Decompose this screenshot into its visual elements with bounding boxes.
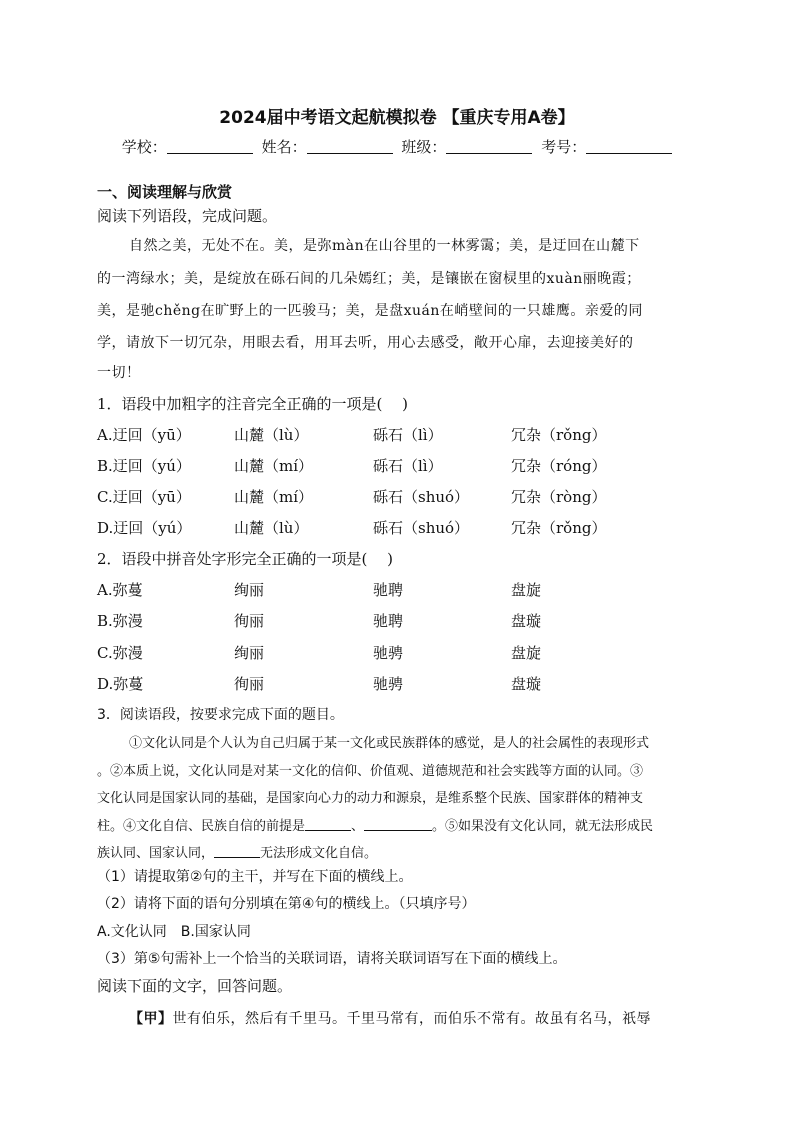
exam-number-label: 考号： xyxy=(541,138,587,156)
q1-option-item: 山麓（lù） xyxy=(234,426,309,444)
q3-passage-line: 文化认同是国家认同的基础，是国家向心力的动力和源泉，是维系整个民族、国家群体的精神支 xyxy=(97,791,644,806)
q1-option-item: 砾石（lì） xyxy=(373,457,443,475)
q3-passage-line xyxy=(97,815,653,834)
q2-option-item: 盘旋 xyxy=(511,581,542,599)
name-label: 姓名： xyxy=(261,138,307,156)
q3-subquestion: （2）请将下面的语句分别填在第④句的横线上。（只填序号） xyxy=(97,896,476,912)
section-heading: 一、阅读理解与欣赏 xyxy=(97,183,233,201)
q1-option-label[interactable]: C.迂回（yū） xyxy=(97,488,191,506)
q1-option-item: 山麓（lù） xyxy=(234,519,309,537)
q2-option-label[interactable]: A.弥蔓 xyxy=(97,581,143,599)
passage-line: 美，是驰chěng在旷野上的一匹骏马；美，是盘xuán在峭壁间的一只雄鹰。亲爱的同 xyxy=(97,303,643,319)
q1-option-item: 砾石（lì） xyxy=(373,426,443,444)
student-info-line xyxy=(0,136,794,157)
q3-choices: A.文化认同 B.国家认同 xyxy=(97,924,251,940)
q2-option-label[interactable]: B.弥漫 xyxy=(97,612,143,630)
q2-option-item: 徇丽 xyxy=(234,612,265,630)
page-title: 2024届中考语文起航模拟卷 【重庆专用A卷】 xyxy=(219,108,575,128)
q3-passage-line: ①文化认同是个人认为自己归属于某一文化或民族群体的感觉，是人的社会属性的表现形式 xyxy=(129,736,650,751)
classical-passage-line xyxy=(129,1008,651,1028)
q3-passage-line xyxy=(97,842,377,861)
q3-text: 族认同、国家认同， xyxy=(97,846,215,861)
exam-number-blank[interactable] xyxy=(586,139,672,154)
q2-option-item: 盘旋 xyxy=(511,644,542,662)
reading-instruction-2: 阅读下面的文字，回答问题。 xyxy=(97,977,293,995)
question-3: 3．阅读语段，按要求完成下面的题目。 xyxy=(97,707,344,723)
class-blank[interactable] xyxy=(446,139,532,154)
q1-option-item: 砾石（shuó） xyxy=(373,488,470,506)
q3-text: 柱。④文化自信、民族自信的前提是 xyxy=(97,819,306,834)
q3-text: 无法形成文化自信。 xyxy=(260,846,378,861)
q1-option-item: 冗杂（rǒng） xyxy=(511,519,607,537)
name-blank[interactable] xyxy=(307,139,393,154)
q2-option-item: 驰骋 xyxy=(373,675,404,693)
school-blank[interactable] xyxy=(167,139,253,154)
q1-option-item: 山麓（mí） xyxy=(234,488,314,506)
question-2: 2．语段中拼音处字形完全正确的一项是( ) xyxy=(97,550,394,568)
q1-option-item: 冗杂（róng） xyxy=(511,457,607,475)
q2-option-label[interactable]: D.弥蔓 xyxy=(97,675,144,693)
q2-option-item: 绚丽 xyxy=(234,581,265,599)
passage-line: 的一湾绿水；美，是绽放在砾石间的几朵嫣红；美，是镶嵌在窗棂里的xuàn丽晚霞； xyxy=(97,271,641,287)
passage-line: 学，请放下一切冗杂，用眼去看，用耳去听，用心去感受，敞开心扉，去迎接美好的 xyxy=(97,335,634,351)
question-1: 1．语段中加粗字的注音完全正确的一项是( ) xyxy=(97,395,409,413)
passage-line: 一切！ xyxy=(97,365,141,381)
answer-blank[interactable] xyxy=(214,845,260,858)
q2-option-item: 驰聘 xyxy=(373,581,404,599)
q3-text: 、 xyxy=(351,819,365,834)
q1-option-item: 砾石（shuó） xyxy=(373,519,470,537)
q1-option-label[interactable]: A.迂回（yū） xyxy=(97,426,191,444)
passage-line: 自然之美，无处不在。美，是弥màn在山谷里的一林雾霭；美，是迂回在山麓下 xyxy=(129,238,640,254)
q2-option-item: 驰聘 xyxy=(373,612,404,630)
reading-instruction: 阅读下列语段，完成问题。 xyxy=(97,207,278,225)
q3-passage-line: 。②本质上说，文化认同是对某一文化的信仰、价值观、道德规范和社会实践等方面的认同。③ xyxy=(97,764,644,779)
q1-option-item: 冗杂（ròng） xyxy=(511,488,607,506)
q2-option-item: 盘璇 xyxy=(511,675,542,693)
answer-blank[interactable] xyxy=(364,818,432,831)
q1-option-item: 山麓（mí） xyxy=(234,457,314,475)
q2-option-label[interactable]: C.弥漫 xyxy=(97,644,143,662)
q2-option-item: 驰骋 xyxy=(373,644,404,662)
school-label: 学校： xyxy=(121,138,167,156)
q2-option-item: 绚丽 xyxy=(234,644,265,662)
q2-option-item: 盘璇 xyxy=(511,612,542,630)
q3-subquestion: （1）请提取第②句的主干，并写在下面的横线上。 xyxy=(97,869,413,885)
q3-text: 。⑤如果没有文化认同，就无法形成民 xyxy=(432,819,654,834)
q1-option-item: 冗杂（rǒng） xyxy=(511,426,607,444)
q2-option-item: 徇丽 xyxy=(234,675,265,693)
q1-option-label[interactable]: D.迂回（yú） xyxy=(97,519,192,537)
passage-text: 世有伯乐，然后有千里马。千里马常有，而伯乐不常有。故虽有名马，祇辱 xyxy=(172,1011,651,1027)
q3-subquestion: （3）第⑤句需补上一个恰当的关联词语，请将关联词语写在下面的横线上。 xyxy=(97,951,567,967)
answer-blank[interactable] xyxy=(305,818,351,831)
passage-tag: 【甲】 xyxy=(129,1011,173,1027)
class-label: 班级： xyxy=(401,138,447,156)
q1-option-label[interactable]: B.迂回（yú） xyxy=(97,457,191,475)
